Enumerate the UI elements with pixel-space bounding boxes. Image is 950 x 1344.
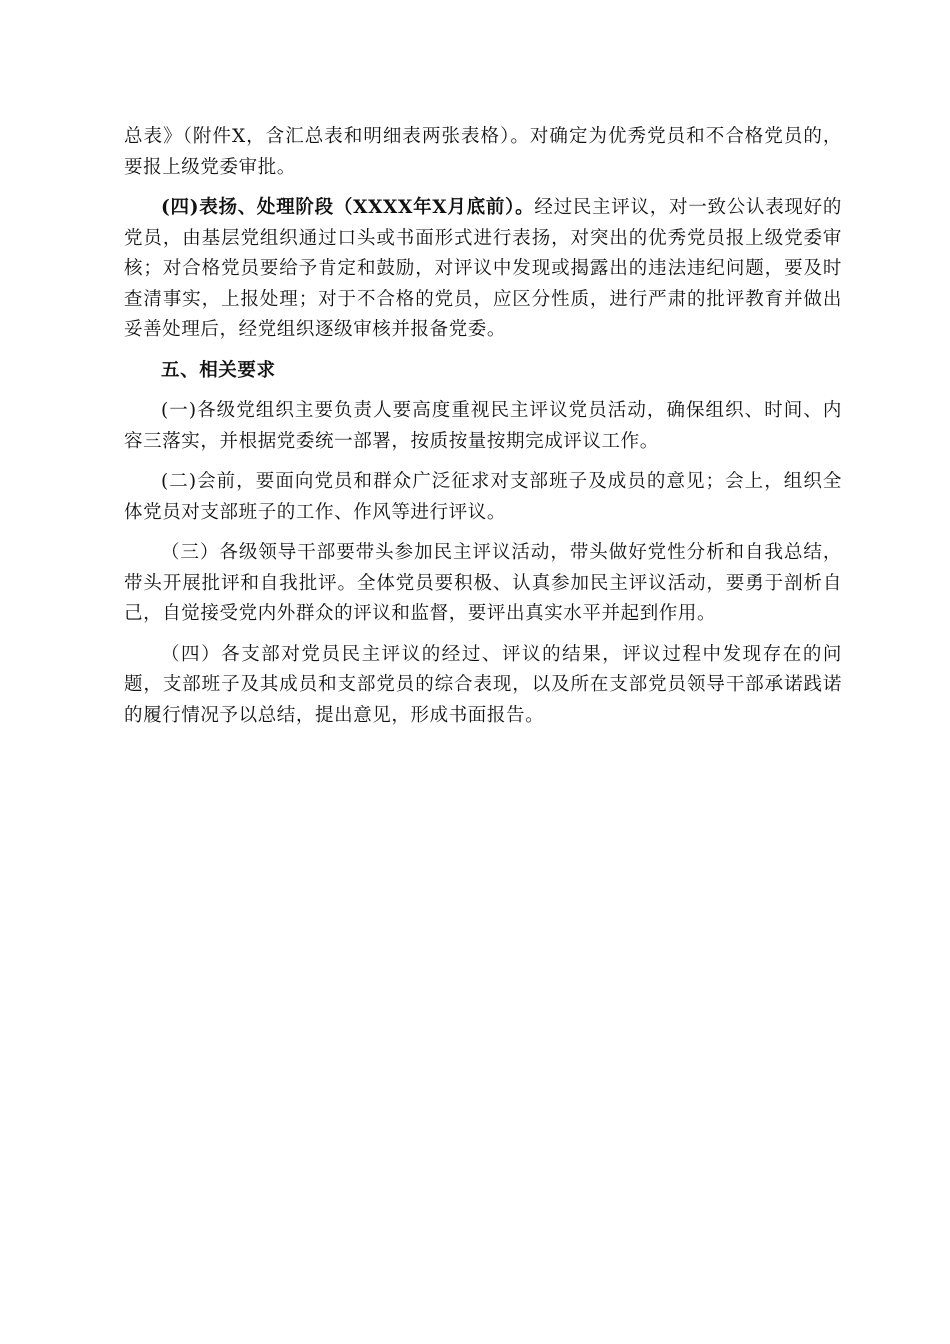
document-page	[124, 122, 842, 741]
requirement-1: (一)各级党组织主要负责人要高度重视民主评议党员活动，确保组织、时间、内容三落实，并根据党委统一部署，按质按量按期完成评议工作。	[124, 400, 842, 452]
paragraph-stage-4	[124, 193, 842, 346]
stage-4-body: 经过民主评议，对一致公认表现好的党员，由基层党组织通过口头或书面形式进行表扬，对突出的优秀党员报上级党委审核；对合格党员要给予肯定和鼓励，对评议中发现或揭露出的违法违纪问题，要及时查清事实，上报处理；对于不合格的党员，应区分性质，进行严肃的批评教育并做出妥善处理后，经党组织逐级审核并报备党委。	[124, 197, 842, 340]
requirement-3: （三）各级领导干部要带头参加民主评议活动，带头做好党性分析和自我总结，带头开展批评和自我批评。全体党员要积极、认真参加民主评议活动，要勇于剖析自己，自觉接受党内外群众的评议和监督，要评出真实水平并起到作用。	[124, 542, 842, 624]
section-5-heading: 五、相关要求	[161, 359, 276, 381]
stage-4-lead: (四)表扬、处理阶段（XXXX年X月底前）。	[161, 197, 535, 218]
paragraph-continuation: 总表》（附件X，含汇总表和明细表两张表格）。对确定为优秀党员和不合格党员的，要报上级党委审批。	[124, 126, 842, 178]
requirement-2: (二)会前，要面向党员和群众广泛征求对支部班子及成员的意见；会上，组织全体党员对支部班子的工作、作风等进行评议。	[124, 471, 842, 523]
requirement-4: （四）各支部对党员民主评议的经过、评议的结果，评议过程中发现存在的问题，支部班子及其成员和支部党员的综合表现，以及所在支部党员领导干部承诺践诺的履行情况予以总结，提出意见，形成书面报告。	[124, 643, 842, 726]
